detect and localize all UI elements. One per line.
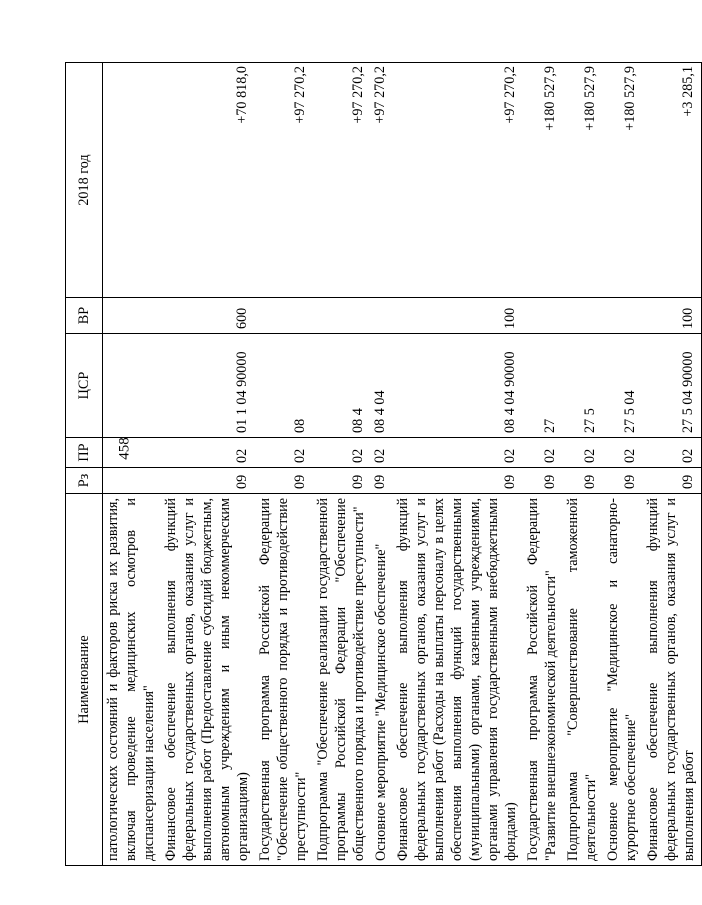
row-name: Основное мероприятие "Медицинское обеспечение" <box>371 494 393 866</box>
row-vr <box>255 298 313 334</box>
column-header-pr: ПР <box>66 438 103 468</box>
row-vr <box>563 298 603 334</box>
row-csr: 27 <box>523 334 563 438</box>
row-rz: 09 <box>313 468 371 494</box>
row-amount: +97 270,2 <box>313 63 371 298</box>
row-vr <box>371 298 393 334</box>
row-vr: 100 <box>643 298 702 334</box>
row-vr <box>313 298 371 334</box>
table-row <box>161 63 255 866</box>
row-name: Основное мероприятие "Медицинское и санаторно-курортное обеспечение" <box>603 494 643 866</box>
row-vr <box>103 298 162 334</box>
row-rz <box>103 468 162 494</box>
row-name: Финансовое обеспечение выполнения функций федеральных государственных органов, оказания услуг и выполнения работ (Расходы на выплаты персоналу в целях обеспечения выполнения функций государственными (муниципальными) органами, казенными учреждениями, органами управления государственными внебюджетными фондами) <box>393 494 523 866</box>
row-pr: 02 <box>313 438 371 468</box>
row-rz: 09 <box>255 468 313 494</box>
row-csr: 08 <box>255 334 313 438</box>
row-vr: 100 <box>393 298 523 334</box>
table-row <box>313 63 371 866</box>
column-header-year: 2018 год <box>66 63 103 298</box>
column-header-vr: ВР <box>66 298 103 334</box>
row-pr: 02 <box>393 438 523 468</box>
column-header-rz: Рз <box>66 468 103 494</box>
row-rz: 09 <box>393 468 523 494</box>
row-vr <box>523 298 563 334</box>
table-row <box>103 63 162 866</box>
row-csr: 08 4 <box>313 334 371 438</box>
row-pr: 02 <box>161 438 255 468</box>
table-row <box>603 63 643 866</box>
row-csr: 27 5 <box>563 334 603 438</box>
table-row <box>255 63 313 866</box>
row-name: Государственная программа Российской Федерации "Обеспечение общественного порядка и противодействие преступности" <box>255 494 313 866</box>
row-amount: +180 527,9 <box>523 63 563 298</box>
row-rz: 09 <box>161 468 255 494</box>
row-csr <box>103 334 162 438</box>
table-row <box>523 63 563 866</box>
row-name: Финансовое обеспечение выполнения функций федеральных государственных органов, оказания услуг и выполнения работ (Предоставление субсидий бюджетным, автономным учреждениям и иным некоммерческим организациям) <box>161 494 255 866</box>
row-csr: 01 1 04 90000 <box>161 334 255 438</box>
row-name: патологических состояний и факторов риска их развития, включая проведение медицинских осмотров и диспансеризации населения" <box>103 494 162 866</box>
row-vr: 600 <box>161 298 255 334</box>
budget-table <box>65 62 702 866</box>
row-amount: +97 270,2 <box>255 63 313 298</box>
row-csr: 08 4 04 90000 <box>393 334 523 438</box>
row-amount: +70 818,0 <box>161 63 255 298</box>
row-amount: +180 527,9 <box>603 63 643 298</box>
row-amount: +97 270,2 <box>371 63 393 298</box>
row-pr <box>103 438 162 468</box>
row-vr <box>603 298 643 334</box>
row-csr: 27 5 04 90000 <box>643 334 702 438</box>
row-pr: 02 <box>523 438 563 468</box>
budget-table-page <box>65 63 697 866</box>
column-header-csr: ЦСР <box>66 334 103 438</box>
row-rz: 09 <box>523 468 563 494</box>
table-row <box>563 63 603 866</box>
row-amount: +180 527,9 <box>563 63 603 298</box>
row-pr: 02 <box>643 438 702 468</box>
row-amount: +97 270,2 <box>393 63 523 298</box>
table-row <box>371 63 393 866</box>
row-name: Финансовое обеспечение выполнения функций федеральных государственных органов, оказания услуг и выполнения работ <box>643 494 702 866</box>
column-header-name: Наименование <box>66 494 103 866</box>
table-row <box>393 63 523 866</box>
row-csr: 27 5 04 <box>603 334 643 438</box>
row-pr: 02 <box>371 438 393 468</box>
row-name: Подпрограмма "Обеспечение реализации государственной программы Российской Федерации "Обеспечение общественного порядка и противодействие преступности" <box>313 494 371 866</box>
table-row <box>643 63 702 866</box>
page-number: 458 <box>116 437 133 460</box>
row-name: Подпрограмма "Совершенствование таможенной деятельности" <box>563 494 603 866</box>
row-pr: 02 <box>563 438 603 468</box>
row-rz: 09 <box>643 468 702 494</box>
row-csr: 08 4 04 <box>371 334 393 438</box>
row-rz: 09 <box>563 468 603 494</box>
row-pr: 02 <box>603 438 643 468</box>
table-header-row <box>66 63 103 866</box>
row-amount <box>103 63 162 298</box>
row-pr: 02 <box>255 438 313 468</box>
row-rz: 09 <box>371 468 393 494</box>
row-amount: +3 285,1 <box>643 63 702 298</box>
row-rz: 09 <box>603 468 643 494</box>
row-name: Государственная программа Российской Федерации "Развитие внешнеэкономической деятельности" <box>523 494 563 866</box>
